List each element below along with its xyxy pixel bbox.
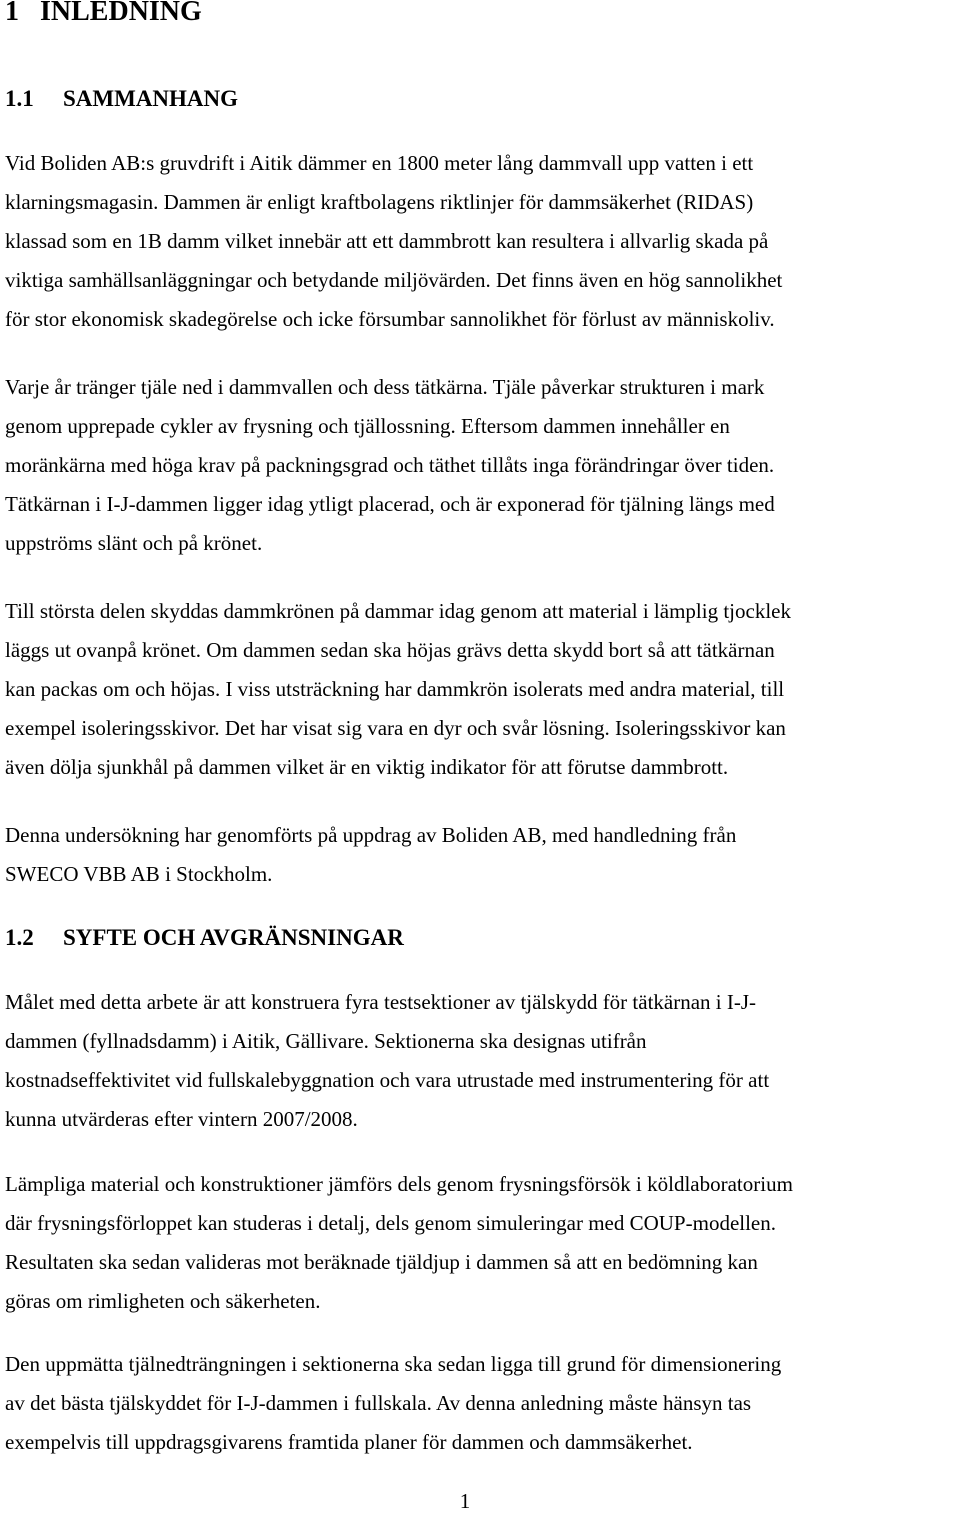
chapter-number: 1 xyxy=(5,0,19,27)
text-line: Tätkärnan i I-J-dammen ligger idag ytligt placerad, och är exponerad för tjälning längs med xyxy=(5,492,775,516)
paragraph-gruvdrift xyxy=(5,144,960,339)
text-line: moränkärna med höga krav på packningsgrad och täthet tillåts inga förändringar över tiden. xyxy=(5,453,775,477)
page-number: 1 xyxy=(459,1489,471,1513)
section-title: SAMMANHANG xyxy=(63,86,239,111)
chapter-title: INLEDNING xyxy=(40,0,202,27)
text-line: Till största delen skyddas dammkrönen på dammar idag genom att material i lämplig tjocklek xyxy=(5,599,791,623)
chapter-heading xyxy=(5,0,202,32)
text-line: SWECO VBB AB i Stockholm. xyxy=(5,862,273,886)
paragraph-malet xyxy=(5,983,960,1139)
text-line: även dölja sjunkhål på dammen vilket är en viktig indikator för att förutse dammbrott. xyxy=(5,755,729,779)
text-line: där frysningsförloppet kan studeras i detalj, dels genom simuleringar med COUP-modellen. xyxy=(5,1211,777,1235)
section-heading-sammanhang xyxy=(5,84,238,114)
text-line: exempel isoleringsskivor. Det har visat sig vara en dyr och svår lösning. Isoleringsskivor kan xyxy=(5,716,786,740)
text-line: viktiga samhällsanläggningar och betydande miljövärden. Det finns även en hög sannolikhet xyxy=(5,268,783,292)
text-line: Målet med detta arbete är att konstruera fyra testsektioner av tjälskydd för tätkärnan i I-J- xyxy=(5,990,757,1014)
text-line: Den uppmätta tjälnedträngningen i sektionerna ska sedan ligga till grund för dimensionering xyxy=(5,1352,782,1376)
text-line: uppströms slänt och på krönet. xyxy=(5,531,263,555)
text-line: Resultaten ska sedan valideras mot beräknade tjäldjup i dammen så att en bedömning kan xyxy=(5,1250,758,1274)
text-line: Lämpliga material och konstruktioner jämförs dels genom frysningsförsök i köldlaboratorium xyxy=(5,1172,793,1196)
section-title: SYFTE OCH AVGRÄNSNINGAR xyxy=(63,925,404,950)
text-line: för stor ekonomisk skadegörelse och icke försumbar sannolikhet för förlust av människoliv. xyxy=(5,307,775,331)
paragraph-tjalnedtrangning xyxy=(5,1345,960,1462)
text-line: exempelvis till uppdragsgivarens framtida planer för dammen och dammsäkerhet. xyxy=(5,1430,693,1454)
paragraph-dammkronen xyxy=(5,592,960,787)
paragraph-uppdrag xyxy=(5,816,960,894)
text-line: läggs ut ovanpå krönet. Om dammen sedan ska höjas grävs detta skydd bort så att tätkärnan xyxy=(5,638,775,662)
text-line: Varje år tränger tjäle ned i dammvallen och dess tätkärna. Tjäle påverkar strukturen i mark xyxy=(5,375,765,399)
text-line: klassad som en 1B damm vilket innebär att ett dammbrott kan resultera i allvarlig skada på xyxy=(5,229,769,253)
section-number: 1.1 xyxy=(5,86,34,111)
section-number: 1.2 xyxy=(5,925,34,950)
paragraph-tjale xyxy=(5,368,960,563)
text-line: kunna utvärderas efter vintern 2007/2008. xyxy=(5,1107,358,1131)
paragraph-material xyxy=(5,1165,960,1321)
text-line: klarningsmagasin. Dammen är enligt kraftbolagens riktlinjer för dammsäkerhet (RIDAS) xyxy=(5,190,754,214)
section-heading-syfte xyxy=(5,923,404,953)
text-line: Vid Boliden AB:s gruvdrift i Aitik dämmer en 1800 meter lång dammvall upp vatten i ett xyxy=(5,151,754,175)
text-line: genom upprepade cykler av frysning och tjällossning. Eftersom dammen innehåller en xyxy=(5,414,730,438)
text-line: dammen (fyllnadsdamm) i Aitik, Gällivare. Sektionerna ska designas utifrån xyxy=(5,1029,647,1053)
text-line: av det bästa tjälskyddet för I-J-dammen i fullskala. Av denna anledning måste hänsyn tas xyxy=(5,1391,752,1415)
text-line: kan packas om och höjas. I viss utsträckning har dammkrön isolerats med andra material, till xyxy=(5,677,785,701)
text-line: Denna undersökning har genomförts på uppdrag av Boliden AB, med handledning från xyxy=(5,823,737,847)
text-line: kostnadseffektivitet vid fullskalebyggnation och vara utrustade med instrumentering för att xyxy=(5,1068,770,1092)
text-line: göras om rimligheten och säkerheten. xyxy=(5,1289,321,1313)
